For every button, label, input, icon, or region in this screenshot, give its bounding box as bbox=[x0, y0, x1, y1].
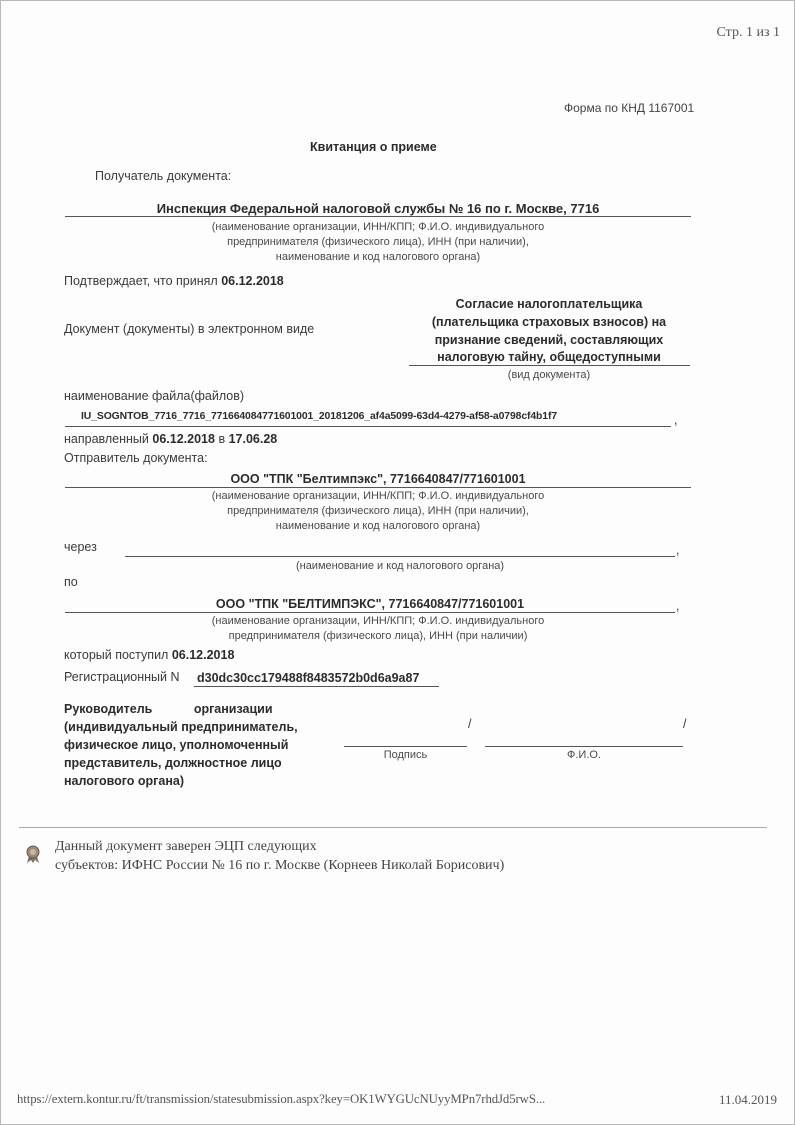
sent-line bbox=[64, 432, 277, 446]
file-suffix: , bbox=[674, 413, 678, 427]
confirm-line bbox=[64, 274, 284, 288]
sender-value: ООО "ТПК "Белтимпэкс", 7716640847/771601001 bbox=[230, 472, 526, 486]
sender-caption-1: (наименование организации, ИНН/КПП; Ф.И.О. индивидуального bbox=[211, 490, 545, 502]
head-line-1a: Руководитель bbox=[64, 702, 153, 716]
file-underline bbox=[65, 426, 671, 427]
sent-label: направленный bbox=[64, 432, 149, 446]
via-suffix: , bbox=[676, 543, 680, 557]
on-behalf-value: ООО "ТПК "БЕЛТИМПЭКС", 7716640847/771601001 bbox=[215, 597, 525, 611]
head-line-1 bbox=[64, 702, 273, 716]
ecp-line-1: Данный документ заверен ЭЦП следующих bbox=[55, 839, 317, 854]
file-label: наименование файла(файлов) bbox=[64, 389, 245, 403]
confirm-label: Подтверждает, что принял bbox=[64, 274, 218, 288]
head-line-4: представитель, должностное лицо bbox=[64, 756, 282, 770]
footer-url: https://extern.kontur.ru/ft/transmission/statesubmission.aspx?key=OK1WYGUcNUyyMPn7rhdJd5rwS... bbox=[17, 1092, 546, 1106]
received-line bbox=[64, 648, 234, 662]
receipt-title: Квитанция о приеме bbox=[310, 140, 437, 154]
document-type-underline bbox=[409, 365, 690, 366]
document-type-2: (плательщика страховых взносов) на bbox=[431, 315, 667, 329]
signature-slash: / bbox=[468, 717, 472, 731]
registration-underline bbox=[194, 686, 439, 687]
sender-underline bbox=[65, 487, 691, 488]
via-caption: (наименование и код налогового органа) bbox=[295, 560, 505, 572]
name-slash: / bbox=[683, 717, 687, 731]
sender-label: Отправитель документа: bbox=[64, 451, 208, 465]
signature-line bbox=[344, 746, 467, 747]
seal-icon bbox=[25, 844, 41, 867]
head-line-1b: организации bbox=[193, 702, 273, 716]
recipient-underline bbox=[65, 216, 691, 217]
document-type-1: Согласие налогоплательщика bbox=[455, 297, 643, 311]
received-date: 06.12.2018 bbox=[171, 648, 235, 662]
signature-caption: Подпись bbox=[383, 749, 428, 761]
on-behalf-caption-1: (наименование организации, ИНН/КПП; Ф.И.О. индивидуального bbox=[211, 615, 545, 627]
via-label: через bbox=[64, 540, 97, 554]
registration-label: Регистрационный N bbox=[64, 670, 180, 684]
file-name: IU_SOGNTOB_7716_7716_771664084771601001_20181206_af4a5099-63d4-4279-af58-a0798cf4b1f7 bbox=[81, 411, 558, 422]
head-line-5: налогового органа) bbox=[64, 774, 184, 788]
footer-date: 11.04.2019 bbox=[718, 1092, 777, 1107]
sender-caption-3: наименование и код налогового органа) bbox=[275, 520, 481, 532]
form-code: Форма по КНД 1167001 bbox=[564, 101, 695, 115]
recipient-caption-1: (наименование организации, ИНН/КПП; Ф.И.О. индивидуального bbox=[211, 221, 545, 233]
head-line-2: (индивидуальный предприниматель, bbox=[64, 720, 298, 734]
document-type-caption: (вид документа) bbox=[507, 369, 591, 381]
confirm-date: 06.12.2018 bbox=[221, 274, 284, 288]
ecp-separator bbox=[19, 827, 767, 828]
on-behalf-underline bbox=[65, 612, 675, 613]
on-behalf-suffix: , bbox=[676, 599, 680, 613]
sent-in: в bbox=[218, 432, 226, 446]
on-behalf-caption-2: предпринимателя (физического лица), ИНН (при наличии) bbox=[228, 630, 528, 642]
page-number: Стр. 1 из 1 bbox=[716, 25, 780, 40]
registration-number: d30dc30cc179488f8483572b0d6a9a87 bbox=[197, 671, 420, 685]
document-type-3: признание сведений, составляющих bbox=[434, 333, 664, 347]
sent-time: 17.06.28 bbox=[228, 432, 278, 446]
recipient-value: Инспекция Федеральной налоговой службы № 16 по г. Москве, 7716 bbox=[156, 201, 600, 216]
name-caption: Ф.И.О. bbox=[567, 749, 601, 761]
name-line bbox=[485, 746, 683, 747]
head-line-3: физическое лицо, уполномоченный bbox=[64, 738, 289, 752]
via-underline bbox=[125, 556, 675, 557]
sender-caption-2: предпринимателя (физического лица), ИНН (при наличии), bbox=[227, 505, 529, 517]
recipient-caption-2: предпринимателя (физического лица), ИНН (при наличии), bbox=[227, 236, 529, 248]
ecp-line-2: субъектов: ИФНС России № 16 по г. Москве (Корнеев Николай Борисович) bbox=[55, 858, 505, 873]
recipient-label: Получатель документа: bbox=[95, 169, 232, 183]
on-behalf-label: по bbox=[64, 575, 78, 589]
received-label: который поступил bbox=[64, 648, 169, 662]
document-label: Документ (документы) в электронном виде bbox=[64, 322, 315, 336]
document-type-4: налоговую тайну, общедоступными bbox=[437, 350, 661, 364]
sent-date: 06.12.2018 bbox=[152, 432, 215, 446]
recipient-caption-3: наименование и код налогового органа) bbox=[275, 251, 481, 263]
